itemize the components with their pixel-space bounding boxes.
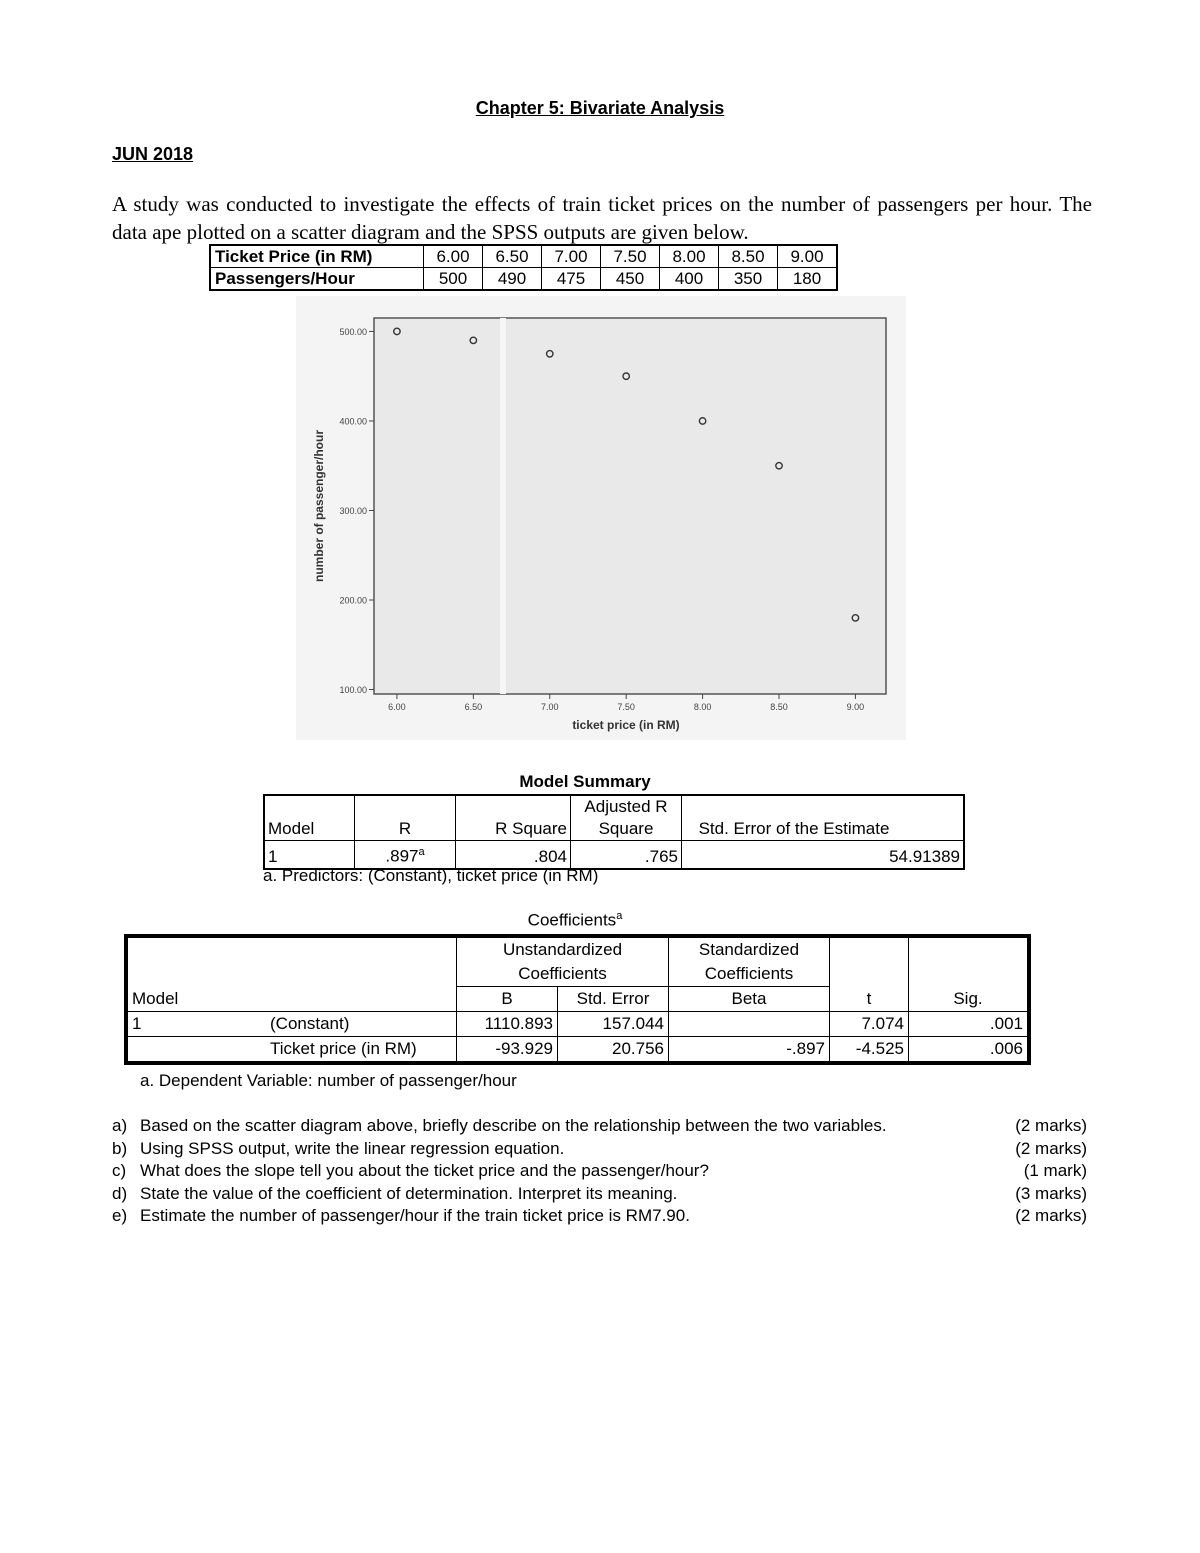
header-unstandardized: Unstandardized Coefficients <box>457 936 669 987</box>
table-row <box>210 245 837 268</box>
table-cell: 475 <box>542 268 601 291</box>
table-row <box>210 268 837 291</box>
page-title: Chapter 5: Bivariate Analysis <box>475 98 725 118</box>
table-cell: 8.50 <box>719 245 778 268</box>
question-text: Based on the scatter diagram above, briefly describe on the relationship between the two variables. <box>140 1116 887 1135</box>
x-axis-label: ticket price (in RM) <box>572 718 680 732</box>
question-item <box>112 1183 1087 1206</box>
y-axis-label: number of passenger/hour <box>312 429 326 583</box>
x-tick-label: 8.00 <box>693 702 712 712</box>
cell-predictor: Ticket price (in RM) <box>270 1039 417 1058</box>
cell-std-error: 20.756 <box>558 1037 669 1064</box>
cell-beta: -.897 <box>669 1037 830 1064</box>
header-t: t <box>830 936 909 1012</box>
question-text: Estimate the number of passenger/hour if the train ticket price is RM7.90. <box>140 1206 690 1225</box>
question-label: d) <box>112 1183 128 1203</box>
question-item <box>112 1115 1087 1138</box>
header-r: R <box>355 795 456 841</box>
table-cell: 9.00 <box>778 245 838 268</box>
header-std-error: Std. Error of the Estimate <box>682 795 965 841</box>
x-tick-label: 7.50 <box>617 702 635 712</box>
cell-r-superscript: a <box>418 846 425 858</box>
header-model: Model <box>126 936 457 1012</box>
coefficients-footnote: a. Dependent Variable: number of passenger/hour <box>140 1071 517 1090</box>
table-row <box>264 841 964 869</box>
x-tick-label: 6.00 <box>388 702 406 712</box>
table-cell: 180 <box>778 268 838 291</box>
table-cell: 6.00 <box>424 245 483 268</box>
question-text: State the value of the coefficient of determination. Interpret its meaning. <box>140 1183 678 1203</box>
cell-std-error: 157.044 <box>558 1012 669 1037</box>
coefficients-title-superscript: a <box>616 910 623 922</box>
scatter-chart <box>296 296 906 740</box>
model-summary-title: Model Summary <box>519 772 651 791</box>
scatter-chart-svg <box>296 296 906 740</box>
header-r-square: R Square <box>456 795 571 841</box>
y-tick-label: 200.00 <box>339 595 367 606</box>
table-cell: 400 <box>660 268 719 291</box>
header-adjusted-r-square: Adjusted R Square <box>571 795 682 841</box>
table-cell: 7.50 <box>601 245 660 268</box>
cell-r-square: .804 <box>456 841 571 869</box>
table-cell: 7.00 <box>542 245 601 268</box>
header-standardized: Standardized Coefficients <box>669 936 830 987</box>
table-cell: 350 <box>719 268 778 291</box>
table-header-row <box>126 936 1029 987</box>
cell-b: 1110.893 <box>457 1012 558 1037</box>
coefficients-title-text: Coefficients <box>527 910 617 930</box>
section-heading: JUN 2018 <box>112 144 194 164</box>
header-model: Model <box>264 795 355 841</box>
cell-t: 7.074 <box>830 1012 909 1037</box>
model-summary-table <box>263 794 965 870</box>
intro-paragraph: A study was conducted to investigate the effects of train ticket prices on the number of passengers per hour. The data ape plotted on a scatter diagram and the SPSS outputs are given below. <box>112 192 1092 244</box>
x-tick-label: 7.00 <box>540 702 559 712</box>
table-cell: 500 <box>424 268 483 291</box>
cell-predictor: (Constant) <box>270 1014 350 1033</box>
header-sig: Sig. <box>909 936 1030 1012</box>
question-label: e) <box>112 1206 128 1225</box>
x-tick-label: 9.00 <box>846 702 865 712</box>
table-header-row <box>264 795 964 841</box>
cell-sig: .006 <box>909 1037 1030 1064</box>
cell-std-error: 54.91389 <box>682 841 965 869</box>
model-summary-footnote: a. Predictors: (Constant), ticket price (in RM) <box>263 866 599 885</box>
table-cell: 8.00 <box>660 245 719 268</box>
cell-beta <box>669 1012 830 1037</box>
question-marks: (1 mark) <box>1023 1161 1087 1180</box>
y-tick-label: 300.00 <box>339 505 367 516</box>
row-label-passengers: Passengers/Hour <box>210 268 424 291</box>
y-tick-label: 500.00 <box>339 326 367 337</box>
cell-model: 1 <box>264 841 355 869</box>
cell-b: -93.929 <box>457 1037 558 1064</box>
question-list <box>112 1115 1087 1228</box>
row-label-ticket-price: Ticket Price (in RM) <box>210 245 424 268</box>
question-item <box>112 1205 1087 1228</box>
y-tick-label: 400.00 <box>339 416 367 427</box>
cell-r <box>355 841 456 869</box>
scan-streak <box>500 318 506 694</box>
data-table <box>209 244 838 291</box>
cell-t: -4.525 <box>830 1037 909 1064</box>
coefficients-table <box>124 934 1031 1065</box>
question-marks: (2 marks) <box>1015 1206 1087 1225</box>
cell-model-name <box>126 1012 457 1037</box>
table-row <box>126 1012 1029 1037</box>
question-text: Using SPSS output, write the linear regression equation. <box>140 1138 565 1158</box>
table-cell: 450 <box>601 268 660 291</box>
plot-area <box>374 318 886 694</box>
header-beta: Beta <box>669 987 830 1012</box>
question-item <box>112 1160 1087 1183</box>
question-marks: (3 marks) <box>1015 1183 1087 1203</box>
header-std-error: Std. Error <box>558 987 669 1012</box>
y-tick-label: 100.00 <box>339 685 367 696</box>
question-label: a) <box>112 1116 128 1135</box>
question-text: What does the slope tell you about the ticket price and the passenger/hour? <box>140 1161 709 1180</box>
table-cell: 6.50 <box>483 245 542 268</box>
question-marks: (2 marks) <box>1015 1138 1087 1158</box>
cell-model-name <box>126 1037 457 1064</box>
header-b: B <box>457 987 558 1012</box>
question-label: b) <box>112 1138 128 1158</box>
cell-adjusted-r-square: .765 <box>571 841 682 869</box>
question-marks: (2 marks) <box>1015 1116 1087 1135</box>
x-tick-label: 6.50 <box>464 702 483 712</box>
cell-model-number: 1 <box>132 1014 142 1033</box>
cell-r-value: .897 <box>385 846 419 866</box>
cell-sig: .001 <box>909 1012 1030 1037</box>
table-row <box>126 1037 1029 1064</box>
coefficients-title <box>0 910 1150 931</box>
question-item <box>112 1138 1087 1161</box>
x-tick-label: 8.50 <box>770 702 788 712</box>
question-label: c) <box>112 1161 127 1180</box>
table-cell: 490 <box>483 268 542 291</box>
